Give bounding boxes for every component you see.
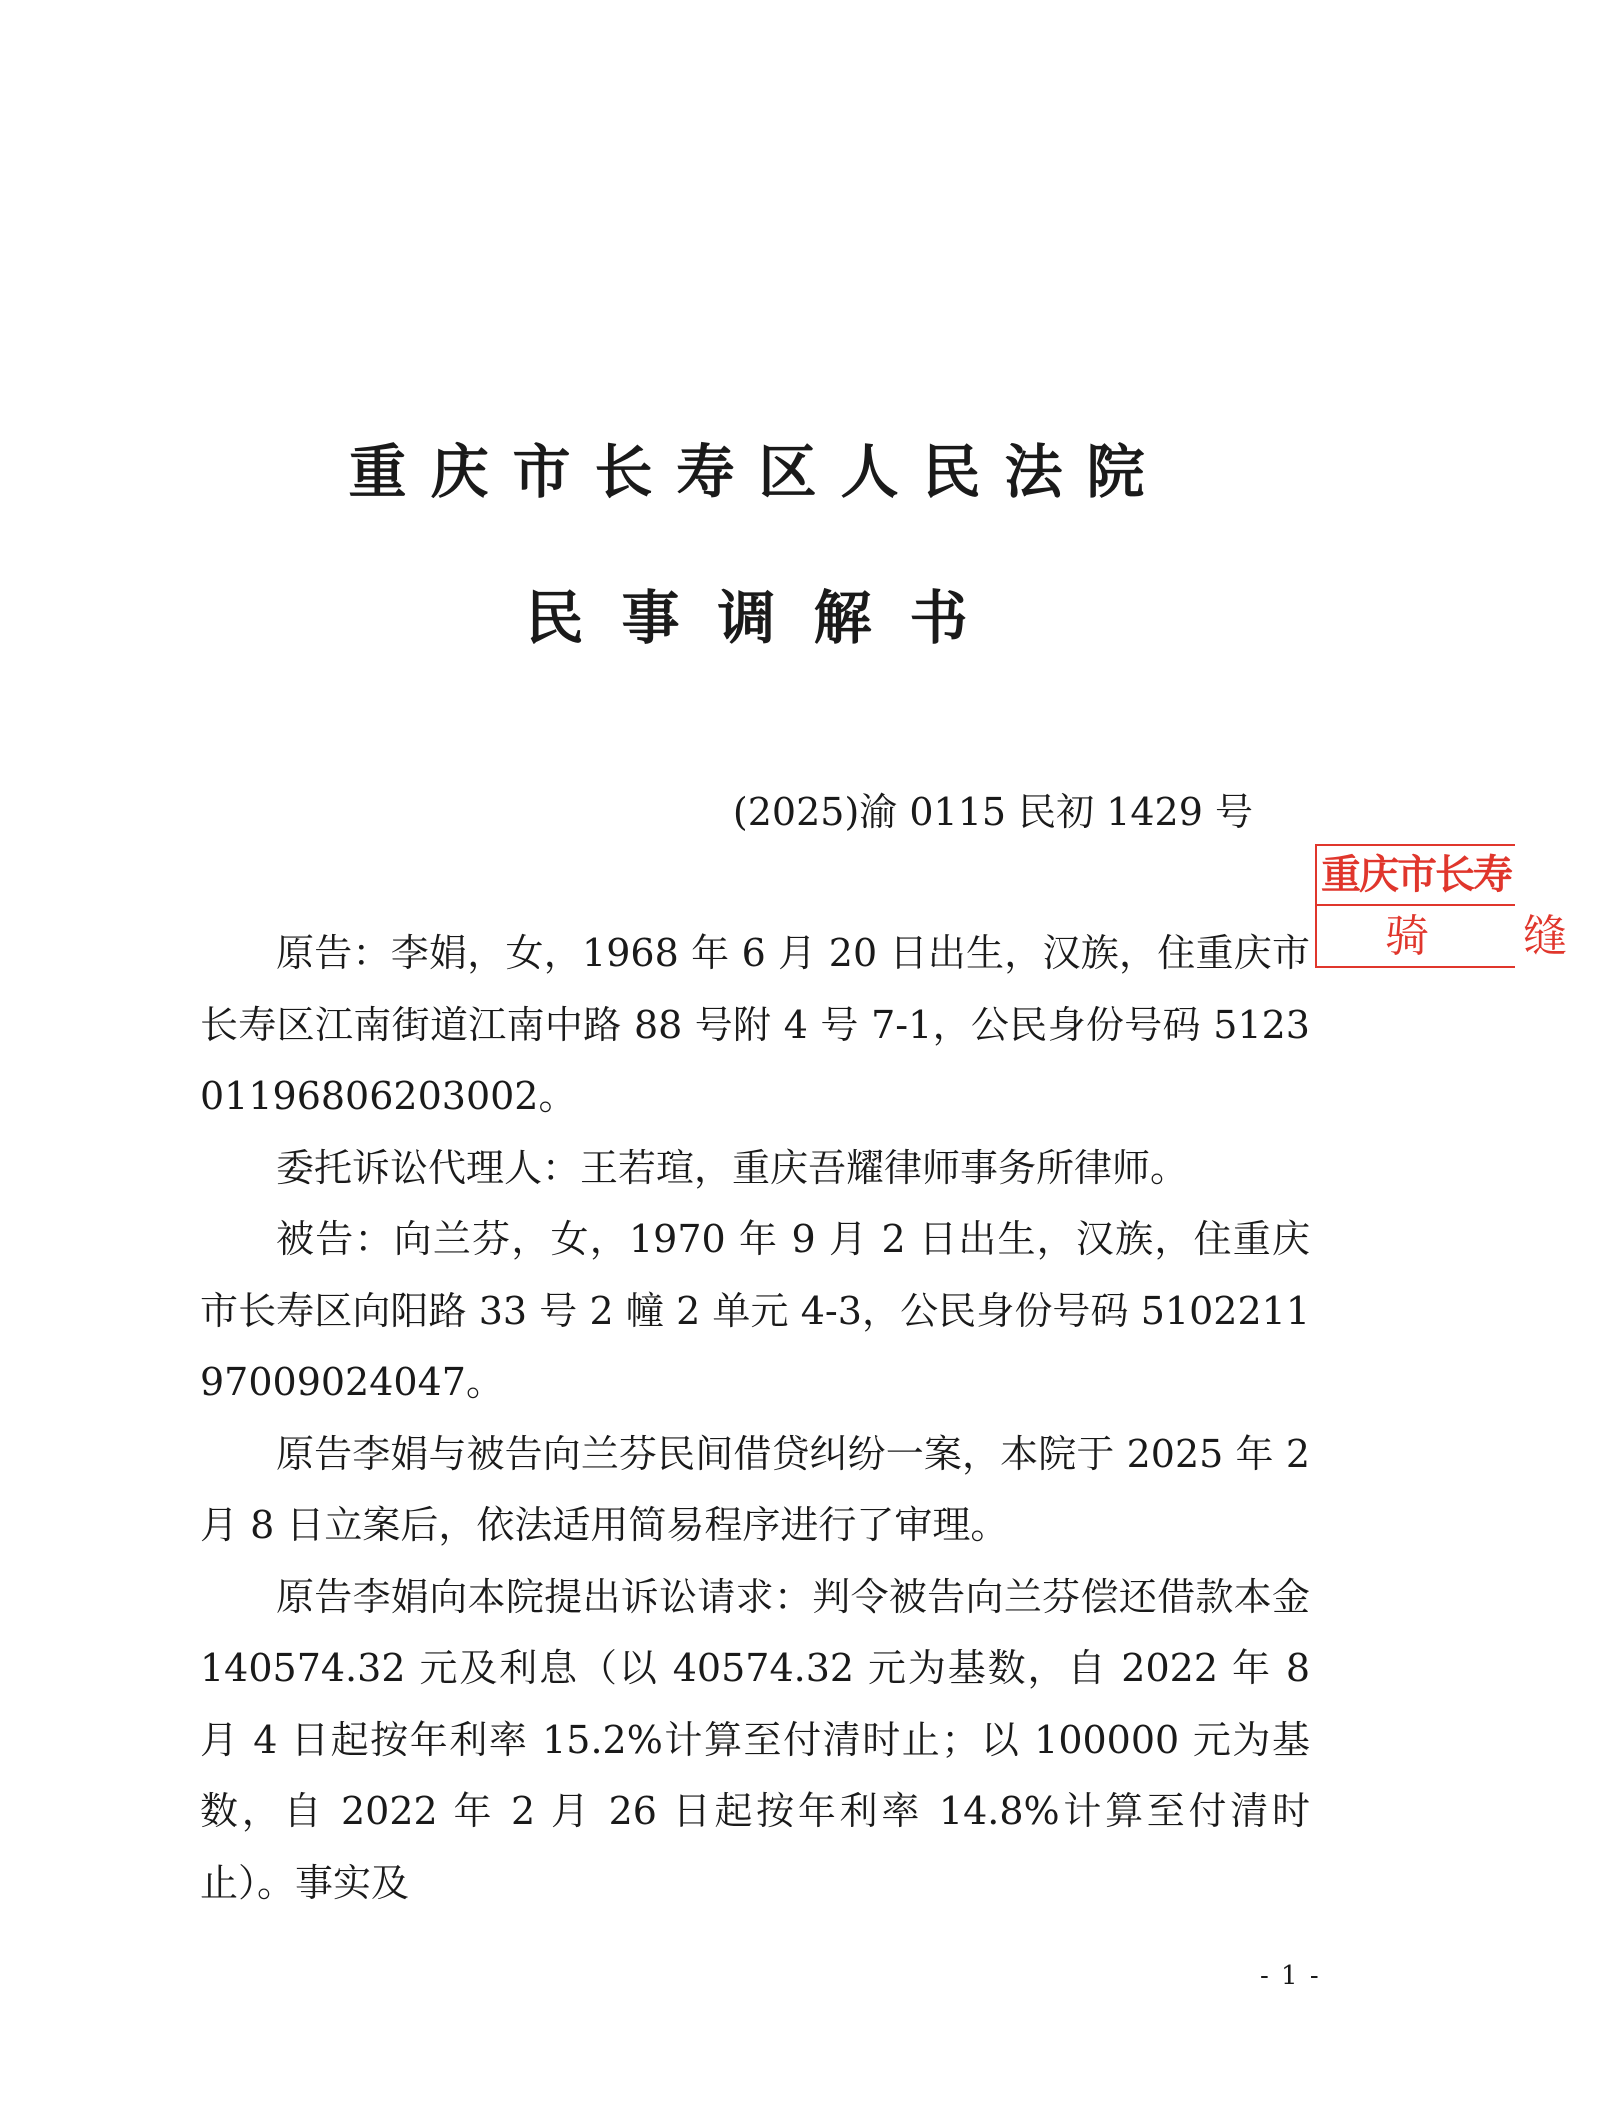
agent-info-paragraph: 委托诉讼代理人：王若瑄，重庆吾耀律师事务所律师。 — [276, 1145, 1189, 1190]
perforation-seal — [1315, 844, 1607, 968]
defendant-info-paragraph: 被告：向兰芬，女，1970 年 9 月 2 日出生，汉族，住重庆市长寿区向阳路 33 号 2 幢 2 单元 4-3，公民身份号码 510221197009024047。 — [200, 1217, 1310, 1404]
court-name: 重庆市长寿区人民法院 — [348, 438, 1169, 506]
claims-paragraph: 原告李娟向本院提出诉讼请求：判令被告向兰芬偿还借款本金 140574.32 元及利息（以 40574.32 元为基数，自 2022 年 8 月 4 日起按年利率 15.2%计算至付清时止；以 100000 元为基数，自 2022 年 2 月 26 日起按年利率 14.8%计算至付清时止）。事实及 — [200, 1574, 1310, 1905]
case-number: (2025)渝 0115 民初 1429 号 — [732, 790, 1253, 834]
seal-perforation-text: 骑 缝 — [1385, 911, 1607, 962]
document-type-title: 民事调解书 — [525, 584, 1006, 652]
case-filing-paragraph: 原告李娟与被告向兰芬民间借贷纠纷一案，本院于 2025 年 2 月 8 日立案后，依法适用简易程序进行了审理。 — [200, 1431, 1310, 1547]
plaintiff-info-paragraph: 原告：李娟，女，1968 年 6 月 20 日出生，汉族，住重庆市长寿区江南街道江南中路 88 号附 4 号 7-1，公民身份号码 512301196806203002。 — [200, 931, 1310, 1118]
page-number: - 1 - — [1260, 1961, 1321, 1991]
seal-court-text: 重庆市长寿 — [1317, 846, 1515, 906]
document-body — [200, 918, 1310, 1919]
